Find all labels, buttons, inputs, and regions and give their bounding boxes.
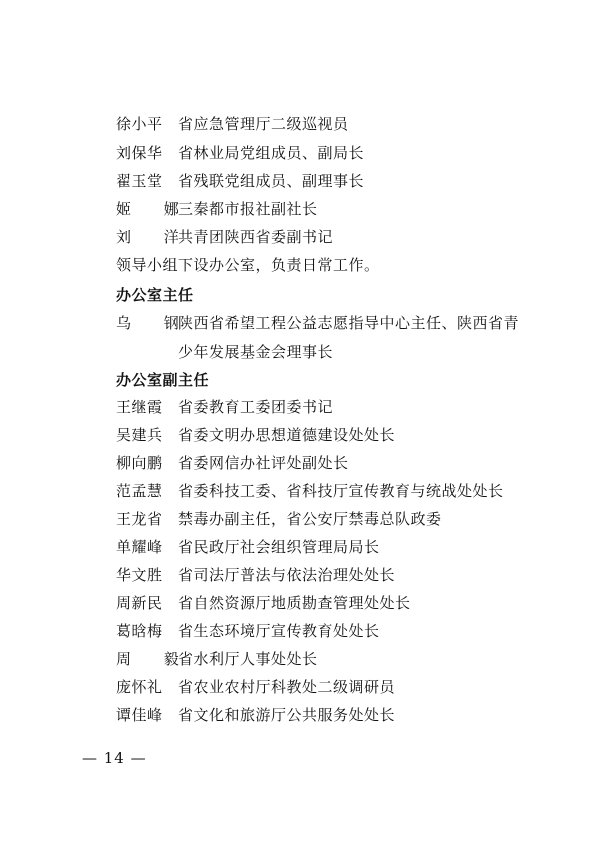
deputy-row	[116, 453, 349, 473]
deputy-name: 周 毅	[116, 650, 193, 668]
page-number: — 14 —	[82, 749, 147, 767]
deputy-role: 省委文明办思想道德建设处处长	[178, 426, 396, 444]
member-name: 姬 娜	[116, 200, 193, 218]
deputy-role: 省生态环境厅宣传教育处处长	[178, 622, 380, 640]
deputy-name: 范孟慧	[116, 482, 163, 500]
member-name: 徐小平	[116, 115, 163, 133]
director-role-line1: 陕西省希望工程公益志愿指导中心主任、陕西省青	[178, 314, 520, 332]
deputy-name: 王继霞	[116, 398, 163, 416]
deputy-role: 禁毒办副主任，省公安厅禁毒总队政委	[178, 510, 442, 528]
deputy-name: 葛晗梅	[116, 622, 163, 640]
member-row	[116, 171, 364, 191]
member-row	[116, 199, 318, 219]
deputy-row	[116, 397, 333, 417]
office-director-heading: 办公室主任	[116, 286, 194, 304]
deputy-row	[116, 677, 395, 697]
member-row	[116, 227, 333, 247]
deputy-name: 谭佳峰	[116, 706, 163, 724]
deputy-row	[116, 649, 318, 669]
deputy-name: 周新民	[116, 594, 163, 612]
deputy-row	[116, 481, 504, 501]
deputy-name: 庞怀礼	[116, 678, 163, 696]
deputy-row	[116, 425, 395, 445]
deputy-name: 柳向鹏	[116, 454, 163, 472]
deputy-name: 王龙省	[116, 510, 163, 528]
deputy-role: 省民政厅社会组织管理局局长	[178, 538, 380, 556]
deputy-row	[116, 621, 380, 641]
deputy-row	[116, 509, 442, 529]
member-role: 省应急管理厅二级巡视员	[178, 115, 349, 133]
deputy-role: 省自然资源厅地质勘查管理处处长	[178, 594, 411, 612]
office-deputy-heading: 办公室副主任	[116, 371, 210, 389]
deputy-role: 省农业农村厅科教处二级调研员	[178, 678, 396, 696]
deputy-role: 省水利厅人事处处长	[178, 650, 318, 668]
member-row	[116, 114, 349, 134]
director-name: 乌 钢	[116, 314, 193, 332]
deputy-role: 省委教育工委团委书记	[178, 398, 334, 416]
deputy-role: 省文化和旅游厅公共服务处处长	[178, 706, 396, 724]
deputy-role: 省委科技工委、省科技厅宣传教育与统战处处长	[178, 482, 504, 500]
deputy-row	[116, 593, 411, 613]
deputy-row	[116, 705, 395, 725]
director-row	[116, 313, 193, 333]
member-role: 共青团陕西省委副书记	[178, 228, 334, 246]
deputy-role: 省委网信办社评处副处长	[178, 454, 349, 472]
office-note: 领导小组下设办公室，负责日常工作。	[116, 256, 380, 274]
member-row	[116, 143, 364, 163]
member-role: 省林业局党组成员、副局长	[178, 144, 365, 162]
deputy-name: 单耀峰	[116, 538, 163, 556]
deputy-name: 吴建兵	[116, 426, 163, 444]
member-name: 翟玉堂	[116, 172, 163, 190]
deputy-name: 华文胜	[116, 566, 163, 584]
director-role	[178, 309, 558, 367]
member-role: 三秦都市报社副社长	[178, 200, 318, 218]
member-name: 刘 洋	[116, 228, 193, 246]
deputy-row	[116, 565, 395, 585]
member-role: 省残联党组成员、副理事长	[178, 172, 365, 190]
director-role-line2: 少年发展基金会理事长	[178, 343, 334, 361]
member-name: 刘保华	[116, 144, 163, 162]
deputy-row	[116, 537, 380, 557]
deputy-role: 省司法厅普法与依法治理处处长	[178, 566, 396, 584]
